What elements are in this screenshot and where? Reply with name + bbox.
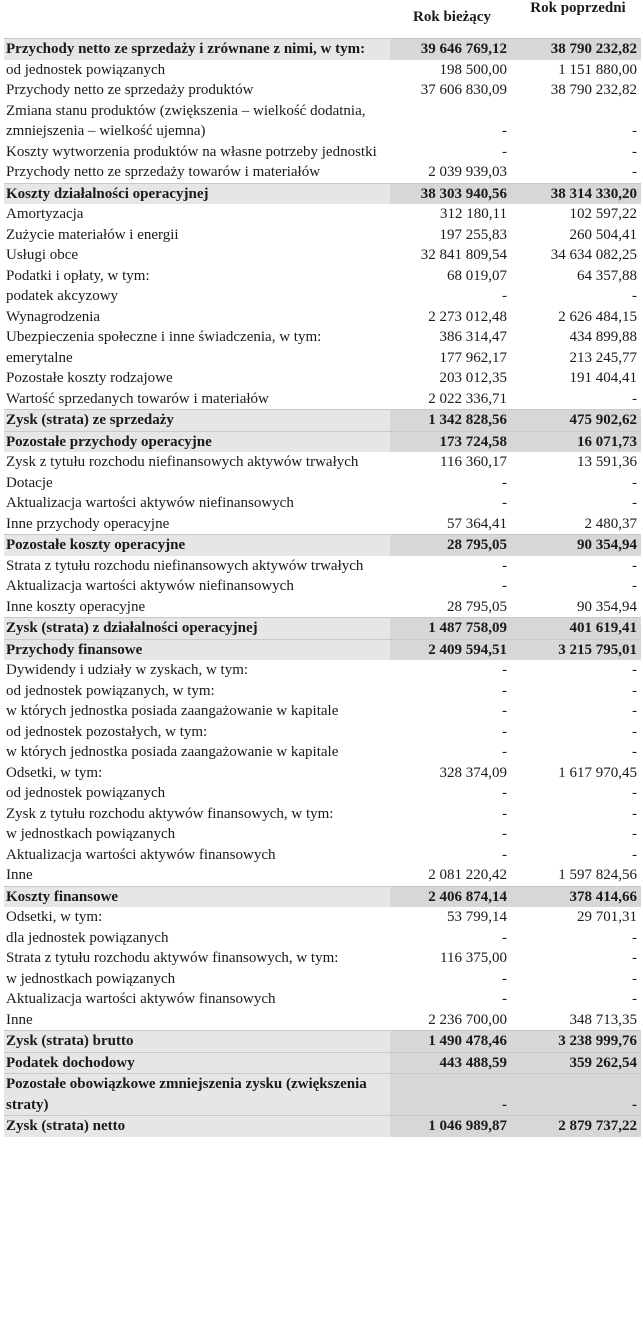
value-current-year: 2 409 594,51 <box>390 639 511 660</box>
row-label: Przychody netto ze sprzedaży produktów <box>6 82 254 98</box>
value-current-year: 328 374,09 <box>439 764 507 781</box>
row-label: Podatek dochodowy <box>4 1052 390 1074</box>
value-current-year: 57 364,41 <box>447 515 507 532</box>
value-current-year: - <box>502 826 507 842</box>
value-current-year: 2 406 874,14 <box>390 886 511 907</box>
table-row <box>4 266 641 287</box>
table-row <box>4 410 641 432</box>
table-row <box>4 389 641 410</box>
table-row <box>4 865 641 886</box>
value-previous-year: - <box>632 662 637 678</box>
value-current-year: 443 488,59 <box>390 1052 511 1074</box>
row-label: Zużycie materiałów i energii <box>6 226 179 243</box>
value-previous-year: - <box>632 390 637 407</box>
value-current-year: 2 081 220,42 <box>428 867 507 883</box>
value-previous-year: 359 262,54 <box>511 1052 641 1074</box>
value-previous-year: - <box>632 288 637 304</box>
value-current-year: 2 022 336,71 <box>428 390 507 407</box>
value-previous-year: - <box>632 950 637 966</box>
table-row <box>4 886 641 907</box>
income-table <box>4 38 641 1137</box>
value-current-year: - <box>502 970 507 987</box>
table-row <box>4 701 641 722</box>
value-previous-year: 1 151 880,00 <box>558 61 637 78</box>
row-label: Zysk (strata) ze sprzedaży <box>4 410 390 432</box>
table-row <box>4 183 641 204</box>
value-previous-year: 213 245,77 <box>569 349 637 366</box>
value-previous-year: 38 790 232,82 <box>511 39 641 60</box>
value-current-year: 28 795,05 <box>390 535 511 556</box>
row-label: Zysk (strata) z działalności operacyjnej <box>4 618 390 640</box>
value-current-year: - <box>502 557 507 574</box>
table-row <box>4 576 641 597</box>
value-current-year: - <box>502 846 507 863</box>
value-previous-year: - <box>632 991 637 1007</box>
row-label: Koszty działalności operacyjnej <box>4 183 390 204</box>
value-previous-year: 401 619,41 <box>511 618 641 640</box>
value-current-year: 68 019,07 <box>447 267 507 284</box>
row-label: podatek akcyzowy <box>6 288 119 304</box>
value-current-year: 32 841 809,54 <box>420 247 507 263</box>
table-row <box>4 39 641 60</box>
table-row <box>4 60 641 81</box>
table-row <box>4 681 641 702</box>
value-current-year: - <box>502 929 507 946</box>
value-previous-year: - <box>632 164 637 180</box>
table-row <box>4 597 641 618</box>
value-previous-year: - <box>632 785 637 801</box>
value-current-year: 116 360,17 <box>440 454 507 470</box>
table-row <box>4 245 641 266</box>
row-label: Zysk (strata) netto <box>4 1116 390 1137</box>
value-current-year: 386 314,47 <box>439 329 507 345</box>
value-previous-year: 29 701,31 <box>577 909 637 925</box>
value-current-year: 53 799,14 <box>447 909 507 925</box>
value-previous-year: - <box>632 970 637 987</box>
value-previous-year: - <box>632 826 637 842</box>
table-row <box>4 473 641 494</box>
value-previous-year: - <box>632 557 637 574</box>
row-label: od jednostek powiązanych, w tym: <box>6 682 215 699</box>
row-label: Zysk z tytułu rozchodu aktywów finansowych, w tym: <box>6 805 334 822</box>
row-label: Zysk z tytułu rozchodu niefinansowych aktywów trwałych <box>6 454 359 470</box>
row-label: Koszty finansowe <box>4 886 390 907</box>
table-row <box>4 804 641 825</box>
table-row <box>4 556 641 577</box>
value-current-year: - <box>502 991 507 1007</box>
row-label: Inne przychody operacyjne <box>6 515 170 532</box>
value-current-year: 37 606 830,09 <box>420 82 507 98</box>
value-previous-year: 13 591,36 <box>577 454 637 470</box>
value-current-year: - <box>502 723 507 740</box>
value-current-year: - <box>502 288 507 304</box>
value-previous-year: 38 314 330,20 <box>511 183 641 204</box>
table-row <box>4 969 641 990</box>
value-previous-year: 1 617 970,45 <box>558 764 637 781</box>
row-label: Aktualizacja wartości aktywów finansowych <box>6 846 276 863</box>
value-previous-year: 2 879 737,22 <box>511 1116 641 1137</box>
value-previous-year: - <box>632 846 637 863</box>
row-label: Zmiana stanu produktów (zwiększenia – wielkość dodatnia, zmniejszenia – wielkość ujemna) <box>6 102 366 139</box>
value-current-year: - <box>502 662 507 678</box>
value-current-year: - <box>502 744 507 760</box>
row-label: Koszty wytworzenia produktów na własne potrzeby jednostki <box>6 143 377 160</box>
value-previous-year: - <box>632 682 637 699</box>
table-row <box>4 989 641 1010</box>
value-previous-year: 434 899,88 <box>569 329 637 345</box>
table-row <box>4 162 641 183</box>
value-previous-year: 1 597 824,56 <box>558 867 637 883</box>
row-label: Amortyzacja <box>6 206 84 222</box>
row-label: Przychody finansowe <box>4 639 390 660</box>
value-previous-year: - <box>632 578 637 594</box>
table-row <box>4 514 641 535</box>
value-previous-year: 90 354,94 <box>577 598 637 615</box>
value-current-year: 28 795,05 <box>447 598 507 615</box>
value-previous-year: 102 597,22 <box>569 206 637 222</box>
row-label: Pozostałe koszty operacyjne <box>4 535 390 556</box>
value-current-year: - <box>502 123 507 139</box>
value-current-year: 2 039 939,03 <box>428 164 507 180</box>
row-label: dla jednostek powiązanych <box>6 929 169 946</box>
row-label: Wartość sprzedanych towarów i materiałów <box>6 390 269 407</box>
table-row <box>4 1010 641 1031</box>
value-previous-year: 2 626 484,15 <box>558 308 637 325</box>
row-label: Odsetki, w tym: <box>6 764 103 781</box>
row-label: Pozostałe przychody operacyjne <box>4 431 390 452</box>
row-label: Aktualizacja wartości aktywów niefinansowych <box>6 495 294 511</box>
value-previous-year: - <box>632 805 637 822</box>
table-row <box>4 639 641 660</box>
row-label: w jednostkach powiązanych <box>6 826 176 842</box>
value-current-year: - <box>502 143 507 160</box>
value-previous-year: 16 071,73 <box>511 431 641 452</box>
table-header <box>0 0 643 38</box>
value-previous-year: 64 357,88 <box>577 267 637 284</box>
value-previous-year: 378 414,66 <box>511 886 641 907</box>
value-current-year: - <box>502 474 507 491</box>
value-previous-year: - <box>632 929 637 946</box>
row-label: od jednostek powiązanych <box>6 785 166 801</box>
value-previous-year: - <box>632 123 637 139</box>
table-row <box>4 493 641 514</box>
row-label: Dotacje <box>6 474 53 491</box>
value-previous-year: 348 713,35 <box>569 1011 637 1028</box>
table-row <box>4 204 641 225</box>
row-label: Wynagrodzenia <box>6 308 101 325</box>
value-current-year: 173 724,58 <box>390 431 511 452</box>
row-label: Inne <box>6 867 33 883</box>
value-current-year: 197 255,83 <box>439 226 507 243</box>
value-previous-year: 3 215 795,01 <box>511 639 641 660</box>
row-label: Strata z tytułu rozchodu niefinansowych aktywów trwałych <box>6 557 364 574</box>
row-label: Przychody netto ze sprzedaży i zrównane z nimi, w tym: <box>4 39 390 60</box>
table-row <box>4 824 641 845</box>
value-current-year: - <box>502 785 507 801</box>
row-label: Inne koszty operacyjne <box>6 598 146 615</box>
row-label: Aktualizacja wartości aktywów niefinansowych <box>6 578 294 594</box>
row-label: Strata z tytułu rozchodu aktywów finansowych, w tym: <box>6 950 339 966</box>
value-current-year: - <box>390 1074 511 1116</box>
value-previous-year: 191 404,41 <box>569 370 637 386</box>
value-current-year: 2 273 012,48 <box>428 308 507 325</box>
value-previous-year: 475 902,62 <box>511 410 641 432</box>
value-current-year: - <box>502 578 507 594</box>
table-row <box>4 1031 641 1053</box>
row-label: Usługi obce <box>6 247 79 263</box>
value-current-year: 1 046 989,87 <box>390 1116 511 1137</box>
value-current-year: - <box>502 682 507 699</box>
value-previous-year: 2 480,37 <box>584 515 637 532</box>
column-header-previous-year: Rok poprzedni <box>530 0 626 16</box>
value-previous-year: 3 238 999,76 <box>511 1031 641 1053</box>
table-row <box>4 327 641 348</box>
row-label: od jednostek powiązanych <box>6 61 166 78</box>
row-label: Pozostałe obowiązkowe zmniejszenia zysku (zwiększenia straty) <box>4 1074 390 1116</box>
value-current-year: 312 180,11 <box>440 206 507 222</box>
value-previous-year: 34 634 082,25 <box>550 247 637 263</box>
value-current-year: 198 500,00 <box>439 61 507 78</box>
table-row <box>4 286 641 307</box>
table-row <box>4 307 641 328</box>
row-label: w których jednostka posiada zaangażowanie w kapitale <box>6 744 339 760</box>
table-row <box>4 845 641 866</box>
row-label: Zysk (strata) brutto <box>4 1031 390 1053</box>
value-current-year: - <box>502 703 507 719</box>
row-label: Inne <box>6 1011 33 1028</box>
table-row <box>4 452 641 473</box>
row-label: w jednostkach powiązanych <box>6 970 176 987</box>
table-row <box>4 1116 641 1137</box>
value-previous-year: 90 354,94 <box>511 535 641 556</box>
value-previous-year: - <box>632 723 637 740</box>
row-label: Przychody netto ze sprzedaży towarów i materiałów <box>6 164 321 180</box>
value-previous-year: - <box>632 744 637 760</box>
table-row <box>4 928 641 949</box>
row-label: Dywidendy i udziały w zyskach, w tym: <box>6 662 249 678</box>
table-row <box>4 660 641 681</box>
table-row <box>4 742 641 763</box>
row-label: Odsetki, w tym: <box>6 909 103 925</box>
row-label: Aktualizacja wartości aktywów finansowych <box>6 991 276 1007</box>
table-row <box>4 722 641 743</box>
value-current-year: 203 012,35 <box>439 370 507 386</box>
table-row <box>4 618 641 640</box>
table-row <box>4 1074 641 1116</box>
value-previous-year: - <box>632 474 637 491</box>
row-label: w których jednostka posiada zaangażowanie w kapitale <box>6 703 339 719</box>
value-previous-year: 38 790 232,82 <box>550 82 637 98</box>
table-row <box>4 142 641 163</box>
row-label: od jednostek pozostałych, w tym: <box>6 723 208 740</box>
value-previous-year: 260 504,41 <box>569 226 637 243</box>
value-previous-year: - <box>632 143 637 160</box>
table-row <box>4 80 641 101</box>
table-row <box>4 948 641 969</box>
row-label: Podatki i opłaty, w tym: <box>6 267 150 284</box>
table-row <box>4 431 641 452</box>
value-current-year: 1 342 828,56 <box>390 410 511 432</box>
table-row <box>4 763 641 784</box>
column-header-current-year: Rok bieżący <box>413 9 491 25</box>
value-current-year: 2 236 700,00 <box>428 1011 507 1028</box>
table-row <box>4 907 641 928</box>
value-current-year: 177 962,17 <box>439 349 507 366</box>
value-previous-year: - <box>511 1074 641 1116</box>
table-row <box>4 783 641 804</box>
table-row <box>4 225 641 246</box>
value-current-year: - <box>502 495 507 511</box>
table-row <box>4 535 641 556</box>
row-label: Ubezpieczenia społeczne i inne świadczenia, w tym: <box>6 329 322 345</box>
value-current-year: 116 375,00 <box>440 950 507 966</box>
row-label: emerytalne <box>6 349 73 366</box>
value-current-year: 1 487 758,09 <box>390 618 511 640</box>
value-current-year: 39 646 769,12 <box>390 39 511 60</box>
table-row <box>4 348 641 369</box>
value-previous-year: - <box>632 703 637 719</box>
value-current-year: 38 303 940,56 <box>390 183 511 204</box>
table-row <box>4 1052 641 1074</box>
value-current-year: - <box>502 805 507 822</box>
row-label: Pozostałe koszty rodzajowe <box>6 370 173 386</box>
table-row <box>4 101 641 142</box>
value-current-year: 1 490 478,46 <box>390 1031 511 1053</box>
value-previous-year: - <box>632 495 637 511</box>
table-row <box>4 368 641 389</box>
